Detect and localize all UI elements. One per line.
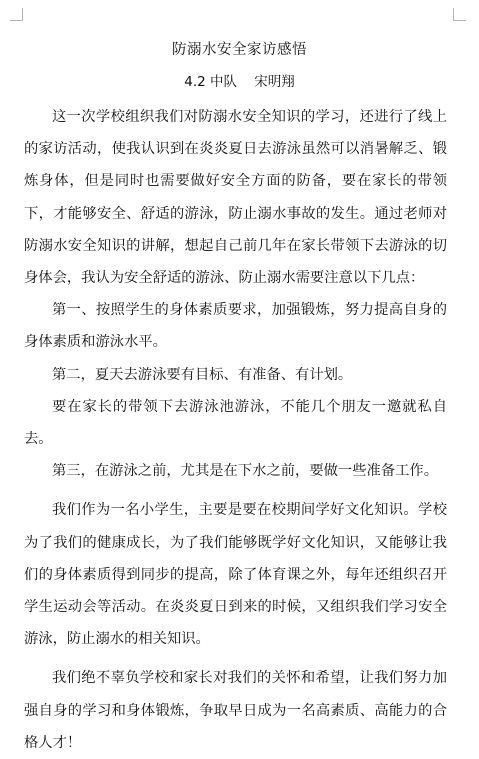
- document-body: [24, 101, 447, 759]
- document-title: 防溺水安全家访感悟: [172, 42, 307, 58]
- paragraph: 这一次学校组织我们对防溺水安全知识的学习，还进行了线上的家访活动，使我认识到在炎炎夏日去游泳虽然可以消暑解乏、锻炼身体，但是同时也需要做好安全方面的防备，要在家长的带领下，才能够安全、舒适的游泳，防止溺水事故的发生。通过老师对防溺水安全知识的讲解，想起自己前几年在家长带领下去游泳的切身体会，我认为安全舒适的游泳、防止溺水需要注意以下几点：: [24, 109, 447, 287]
- document-subtitle: 4.2 中队 宋明翔: [184, 74, 295, 90]
- paragraph: 第三，在游泳之前，尤其是在下水之前，要做一些准备工作。: [52, 463, 439, 480]
- paragraph: 第一、按照学生的身体素质要求，加强锻炼，努力提高自身的身体素质和游泳水平。: [24, 302, 447, 351]
- margin-corner-mark: [453, 8, 466, 21]
- paragraph: 我们绝不辜负学校和家长对我们的关怀和希望，让我们努力加强自身的学习和身体锻炼，争取早日成为一名高素质、高能力的合格人才！: [24, 670, 447, 751]
- margin-corner-mark: [10, 8, 23, 21]
- paragraph: 要在家长的带领下去游泳池游泳，不能几个朋友一邀就私自去。: [24, 398, 447, 448]
- paragraph: 我们作为一名小学生，主要是要在校期间学好文化知识。学校为了我们的健康成长，为了我们能够既学好文化知识，又能够让我们的身体素质得到同步的提高，除了体育课之外，每年还组织召开学生运动会等活动。在炎炎夏日到来的时候，又组织我们学习安全游泳，防止溺水的相关知识。: [24, 502, 447, 648]
- paragraph: 第二，夏天去游泳要有目标、有准备、有计划。: [52, 366, 353, 383]
